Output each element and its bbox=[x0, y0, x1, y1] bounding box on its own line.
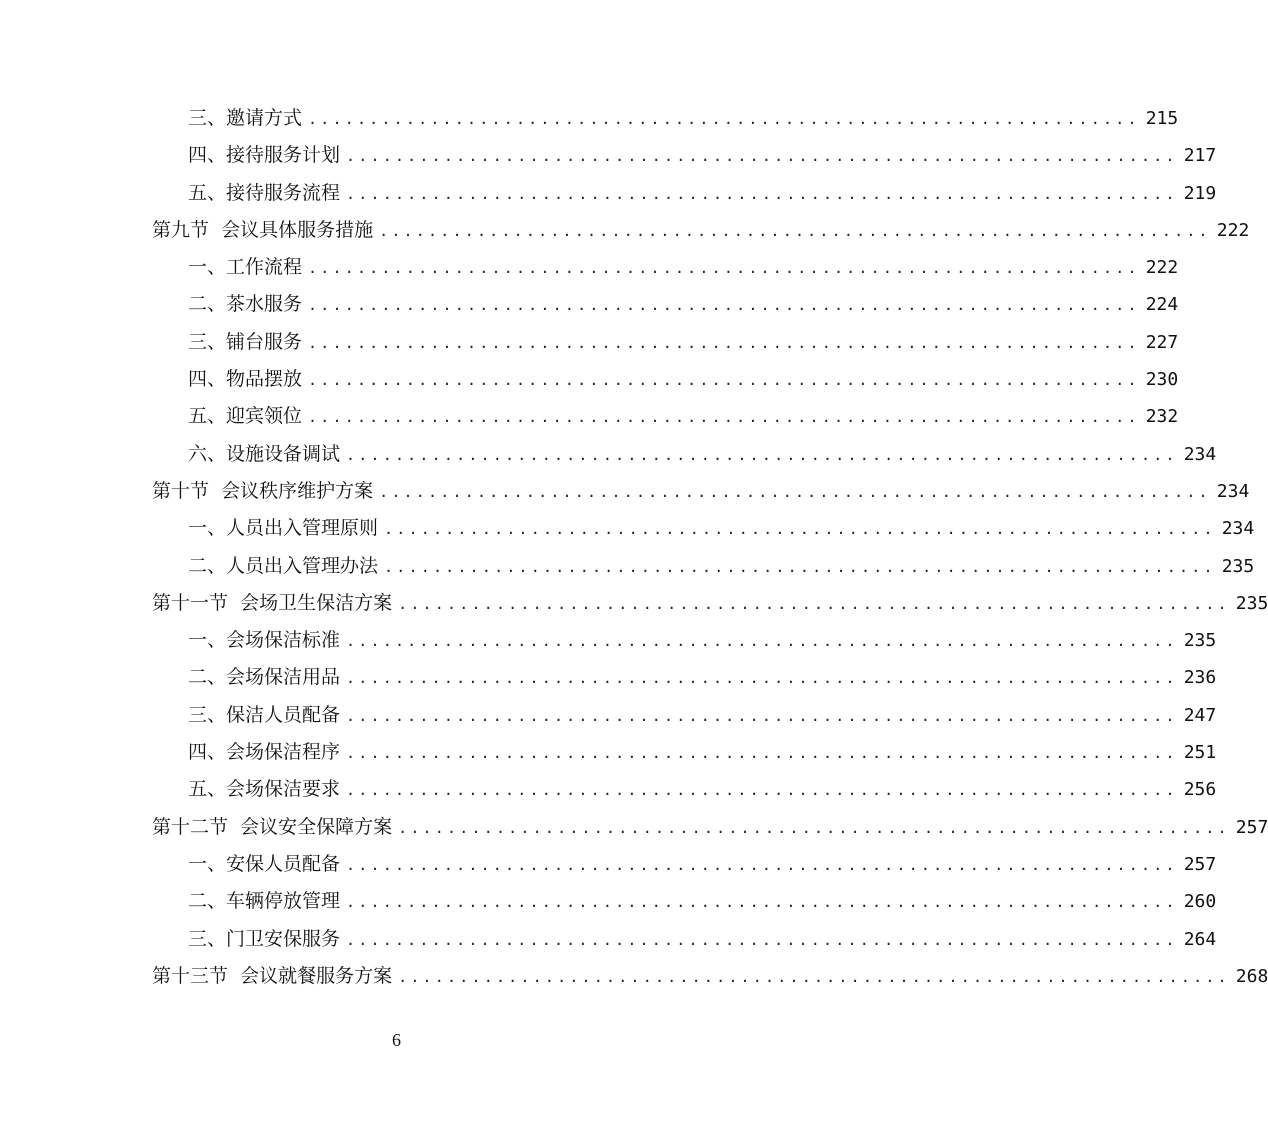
toc-entry[interactable] bbox=[152, 100, 1179, 137]
toc-leader-dots: .................................................................... bbox=[398, 967, 1230, 986]
toc-entry-label: 一、人员出入管理原则 bbox=[188, 517, 379, 540]
toc-entry-page: 230 bbox=[1145, 369, 1179, 391]
toc-entry-label: 三、保洁人员配备 bbox=[188, 703, 341, 726]
toc-entry[interactable] bbox=[152, 697, 1217, 734]
toc-entry[interactable] bbox=[152, 324, 1179, 361]
toc-leader-dots: .................................................................... bbox=[346, 632, 1178, 651]
toc-entry[interactable] bbox=[152, 883, 1217, 920]
toc-entry[interactable] bbox=[152, 436, 1217, 473]
toc-entry-label: 第十三节 会议就餐服务方案 bbox=[152, 964, 393, 987]
toc-leader-dots: .................................................................... bbox=[384, 520, 1216, 539]
toc-entry-page: 222 bbox=[1145, 257, 1179, 279]
toc-entry-page: 232 bbox=[1145, 406, 1179, 428]
toc-entry-label: 五、迎宾领位 bbox=[188, 405, 303, 428]
toc-entry-label: 四、接待服务计划 bbox=[188, 144, 341, 167]
toc-entry-label: 一、安保人员配备 bbox=[188, 852, 341, 875]
toc-leader-dots: .................................................................... bbox=[308, 333, 1140, 352]
toc-entry-page: 234 bbox=[1221, 518, 1255, 540]
toc-entry-page: 257 bbox=[1183, 853, 1217, 875]
page-number: 6 bbox=[392, 1030, 401, 1050]
toc-entry-label: 三、邀请方式 bbox=[188, 107, 303, 129]
toc-leader-dots: .................................................................... bbox=[346, 930, 1178, 949]
toc-leader-dots: .................................................................... bbox=[346, 706, 1178, 725]
toc-entry-label: 五、接待服务流程 bbox=[188, 181, 341, 204]
toc-entry-label: 二、茶水服务 bbox=[188, 293, 303, 316]
toc-leader-dots: .................................................................... bbox=[346, 445, 1178, 464]
toc-entry-page: 224 bbox=[1145, 294, 1179, 316]
toc-entry-label: 三、门卫安保服务 bbox=[188, 927, 341, 950]
toc-entry-label: 二、会场保洁用品 bbox=[188, 666, 341, 689]
toc-entry-page: 257 bbox=[1235, 816, 1268, 838]
toc-entry-page: 235 bbox=[1235, 592, 1268, 614]
toc-entry-label: 四、会场保洁程序 bbox=[188, 741, 341, 764]
toc-entry-page: 251 bbox=[1183, 742, 1217, 764]
toc-leader-dots: .................................................................... bbox=[398, 818, 1230, 837]
toc-entry-label: 二、车辆停放管理 bbox=[188, 890, 341, 913]
toc-entry-page: 234 bbox=[1216, 480, 1250, 502]
toc-leader-dots: .................................................................... bbox=[346, 893, 1178, 912]
toc-entry-page: 260 bbox=[1183, 891, 1217, 913]
toc-entry[interactable] bbox=[152, 921, 1217, 958]
toc-entry-label: 第九节 会议具体服务措施 bbox=[152, 218, 374, 241]
toc-leader-dots: .................................................................... bbox=[346, 669, 1178, 688]
toc-entry-label: 第十二节 会议安全保障方案 bbox=[152, 815, 393, 838]
toc-entry[interactable] bbox=[152, 659, 1217, 696]
toc-entry-label: 四、物品摆放 bbox=[188, 368, 303, 391]
toc-entry[interactable] bbox=[152, 548, 1255, 585]
toc-entry-label: 第十节 会议秩序维护方案 bbox=[152, 479, 374, 502]
toc-entry[interactable] bbox=[152, 175, 1217, 212]
toc-entry[interactable] bbox=[152, 137, 1217, 174]
toc-leader-dots: .................................................................... bbox=[398, 594, 1230, 613]
toc-leader-dots: .................................................................... bbox=[308, 371, 1140, 390]
toc-entry-label: 二、人员出入管理办法 bbox=[188, 554, 379, 577]
toc-section-entry[interactable] bbox=[152, 473, 1250, 510]
table-of-contents bbox=[152, 100, 1268, 995]
toc-entry[interactable] bbox=[152, 510, 1255, 547]
toc-leader-dots: .................................................................... bbox=[346, 147, 1178, 166]
toc-section-entry[interactable] bbox=[152, 585, 1268, 622]
toc-section-entry[interactable] bbox=[152, 212, 1250, 249]
toc-section-entry[interactable] bbox=[152, 958, 1268, 995]
toc-leader-dots: .................................................................... bbox=[379, 482, 1211, 501]
toc-entry[interactable] bbox=[152, 846, 1217, 883]
toc-entry-label: 一、工作流程 bbox=[188, 256, 303, 279]
toc-entry[interactable] bbox=[152, 622, 1217, 659]
toc-entry-label: 六、设施设备调试 bbox=[188, 442, 341, 465]
toc-entry[interactable] bbox=[152, 361, 1179, 398]
toc-entry-page: 256 bbox=[1183, 779, 1217, 801]
toc-leader-dots: .................................................................... bbox=[308, 110, 1140, 128]
toc-entry[interactable] bbox=[152, 771, 1217, 808]
toc-entry[interactable] bbox=[152, 286, 1179, 323]
toc-entry-page: 215 bbox=[1145, 108, 1179, 129]
toc-leader-dots: .................................................................... bbox=[384, 557, 1216, 576]
toc-entry-page: 264 bbox=[1183, 928, 1217, 950]
toc-leader-dots: .................................................................... bbox=[346, 744, 1178, 763]
toc-entry-label: 一、会场保洁标准 bbox=[188, 629, 341, 652]
toc-entry-page: 236 bbox=[1183, 667, 1217, 689]
toc-entry-page: 227 bbox=[1145, 331, 1179, 353]
toc-leader-dots: .................................................................... bbox=[308, 408, 1140, 427]
toc-entry[interactable] bbox=[152, 734, 1217, 771]
toc-entry[interactable] bbox=[152, 249, 1179, 286]
toc-entry-label: 五、会场保洁要求 bbox=[188, 778, 341, 801]
toc-leader-dots: .................................................................... bbox=[346, 781, 1178, 800]
toc-entry-page: 222 bbox=[1216, 219, 1250, 241]
toc-entry-page: 234 bbox=[1183, 443, 1217, 465]
toc-leader-dots: .................................................................... bbox=[379, 221, 1211, 240]
toc-section-entry[interactable] bbox=[152, 809, 1268, 846]
toc-entry-page: 235 bbox=[1221, 555, 1255, 577]
toc-entry-page: 268 bbox=[1235, 965, 1268, 987]
toc-entry-label: 三、铺台服务 bbox=[188, 330, 303, 353]
toc-entry-page: 247 bbox=[1183, 704, 1217, 726]
toc-leader-dots: .................................................................... bbox=[346, 855, 1178, 874]
toc-leader-dots: .................................................................... bbox=[308, 296, 1140, 315]
toc-entry-page: 235 bbox=[1183, 630, 1217, 652]
toc-entry[interactable] bbox=[152, 398, 1179, 435]
toc-leader-dots: .................................................................... bbox=[308, 259, 1140, 278]
toc-entry-page: 217 bbox=[1183, 145, 1217, 167]
toc-leader-dots: .................................................................... bbox=[346, 184, 1178, 203]
toc-entry-label: 第十一节 会场卫生保洁方案 bbox=[152, 591, 393, 614]
toc-entry-page: 219 bbox=[1183, 182, 1217, 204]
